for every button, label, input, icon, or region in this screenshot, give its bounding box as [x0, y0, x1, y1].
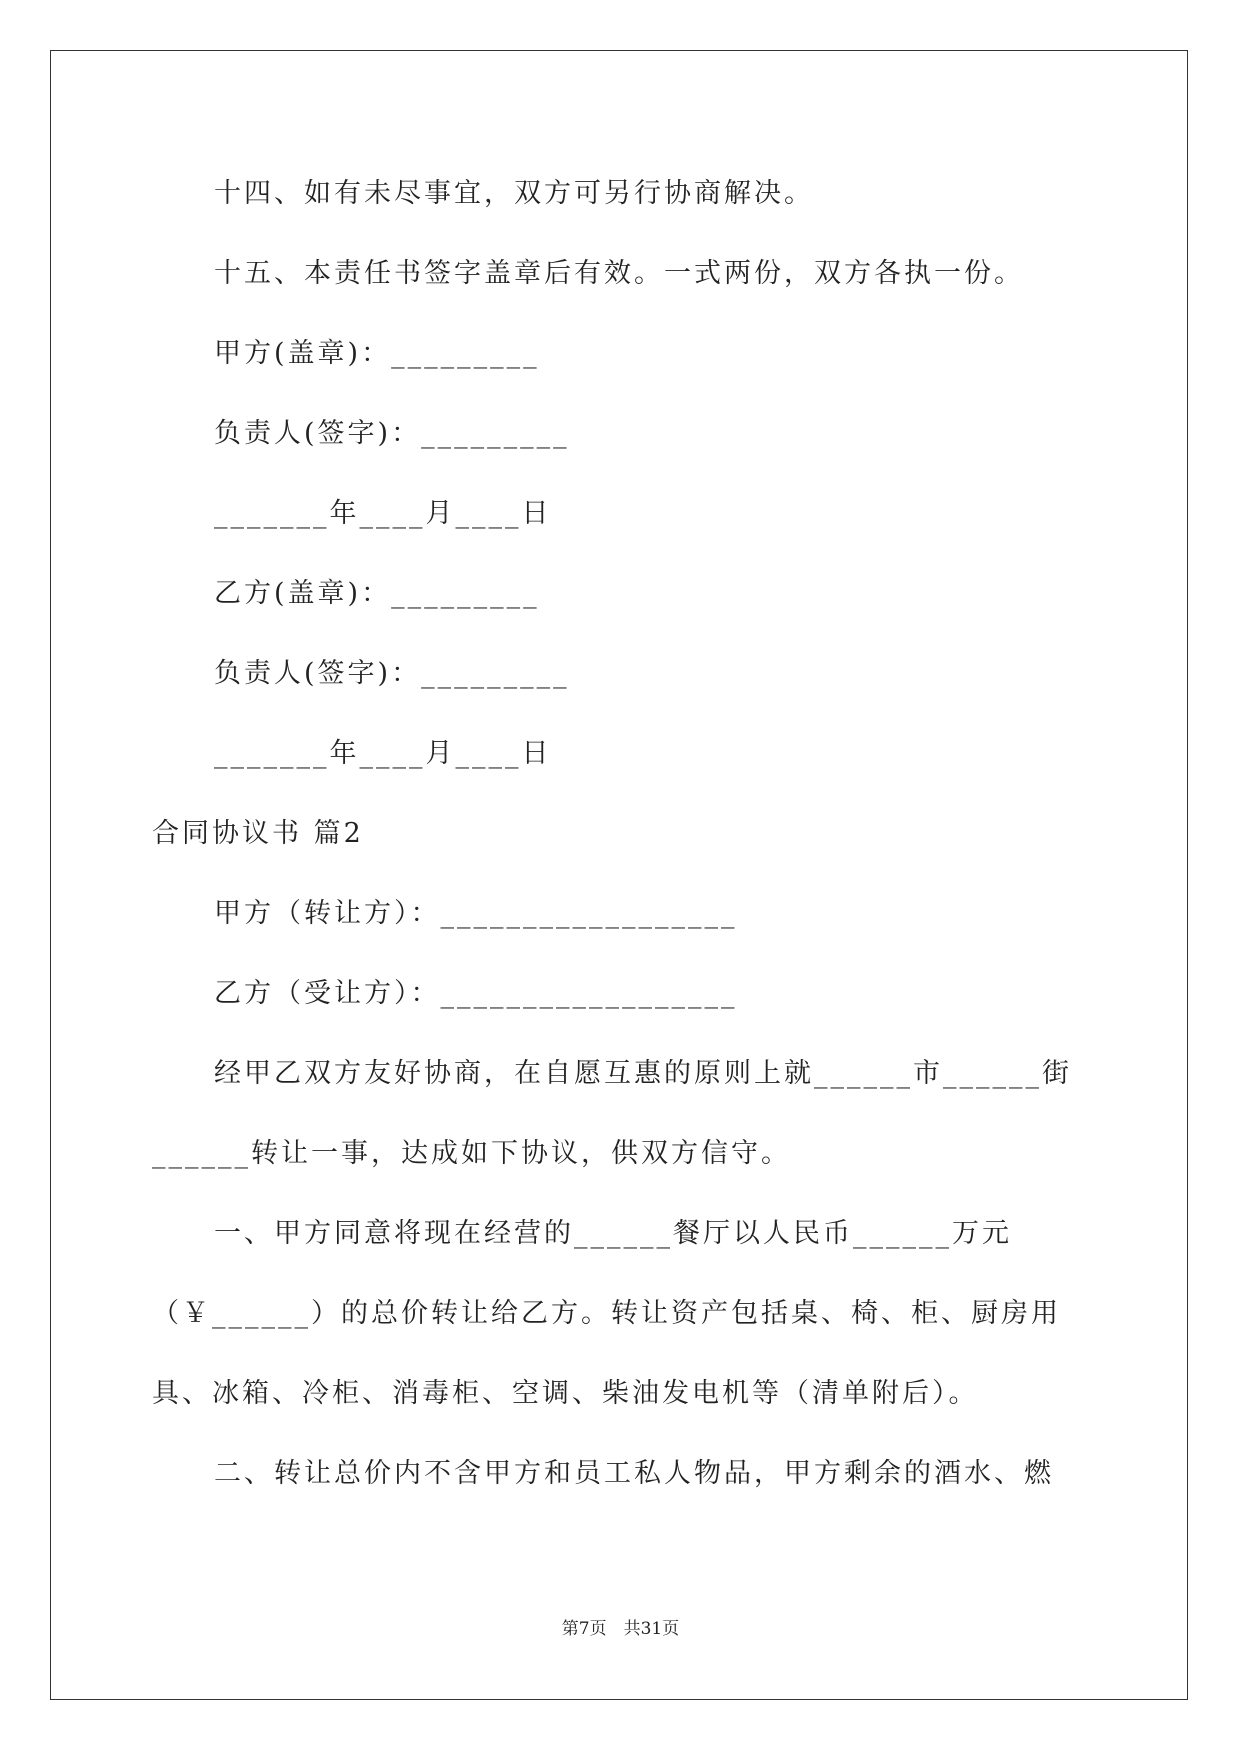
page-footer: 第7页 共31页: [561, 1619, 680, 1639]
party-a-signature: 负责人(签字)：_________: [214, 418, 570, 449]
clause-14: 十四、如有未尽事宜，双方可另行协商解决。: [214, 178, 814, 209]
article-1-line-2: （￥______）的总价转让给乙方。转让资产包括桌、椅、柜、厨房用: [152, 1298, 1061, 1329]
preamble-line-1: 经甲乙双方友好协商，在自愿互惠的原则上就______市______街: [214, 1058, 1072, 1089]
party-b-date: _______年____月____日: [214, 738, 552, 769]
article-1-line-3: 具、冰箱、冷柜、消毒柜、空调、柴油发电机等（清单附后）。: [152, 1378, 979, 1409]
section-heading: 合同协议书 篇2: [152, 818, 364, 849]
party-a-date: _______年____月____日: [214, 498, 552, 529]
article-1-line-1: 一、甲方同意将现在经营的______餐厅以人民币______万元: [214, 1218, 1012, 1249]
party-b-seal: 乙方(盖章)：_________: [214, 578, 540, 609]
transferor-line: 甲方（转让方）：__________________: [214, 898, 738, 929]
transferee-line: 乙方（受让方）：__________________: [214, 978, 738, 1009]
page-border: [50, 50, 1188, 1700]
clause-15: 十五、本责任书签字盖章后有效。一式两份，双方各执一份。: [214, 258, 1024, 289]
article-2-line-1: 二、转让总价内不含甲方和员工私人物品，甲方剩余的酒水、燃: [214, 1458, 1054, 1489]
party-b-signature: 负责人(签字)：_________: [214, 658, 570, 689]
party-a-seal: 甲方(盖章)：_________: [214, 338, 540, 369]
preamble-line-2: ______转让一事，达成如下协议，供双方信守。: [152, 1138, 791, 1169]
